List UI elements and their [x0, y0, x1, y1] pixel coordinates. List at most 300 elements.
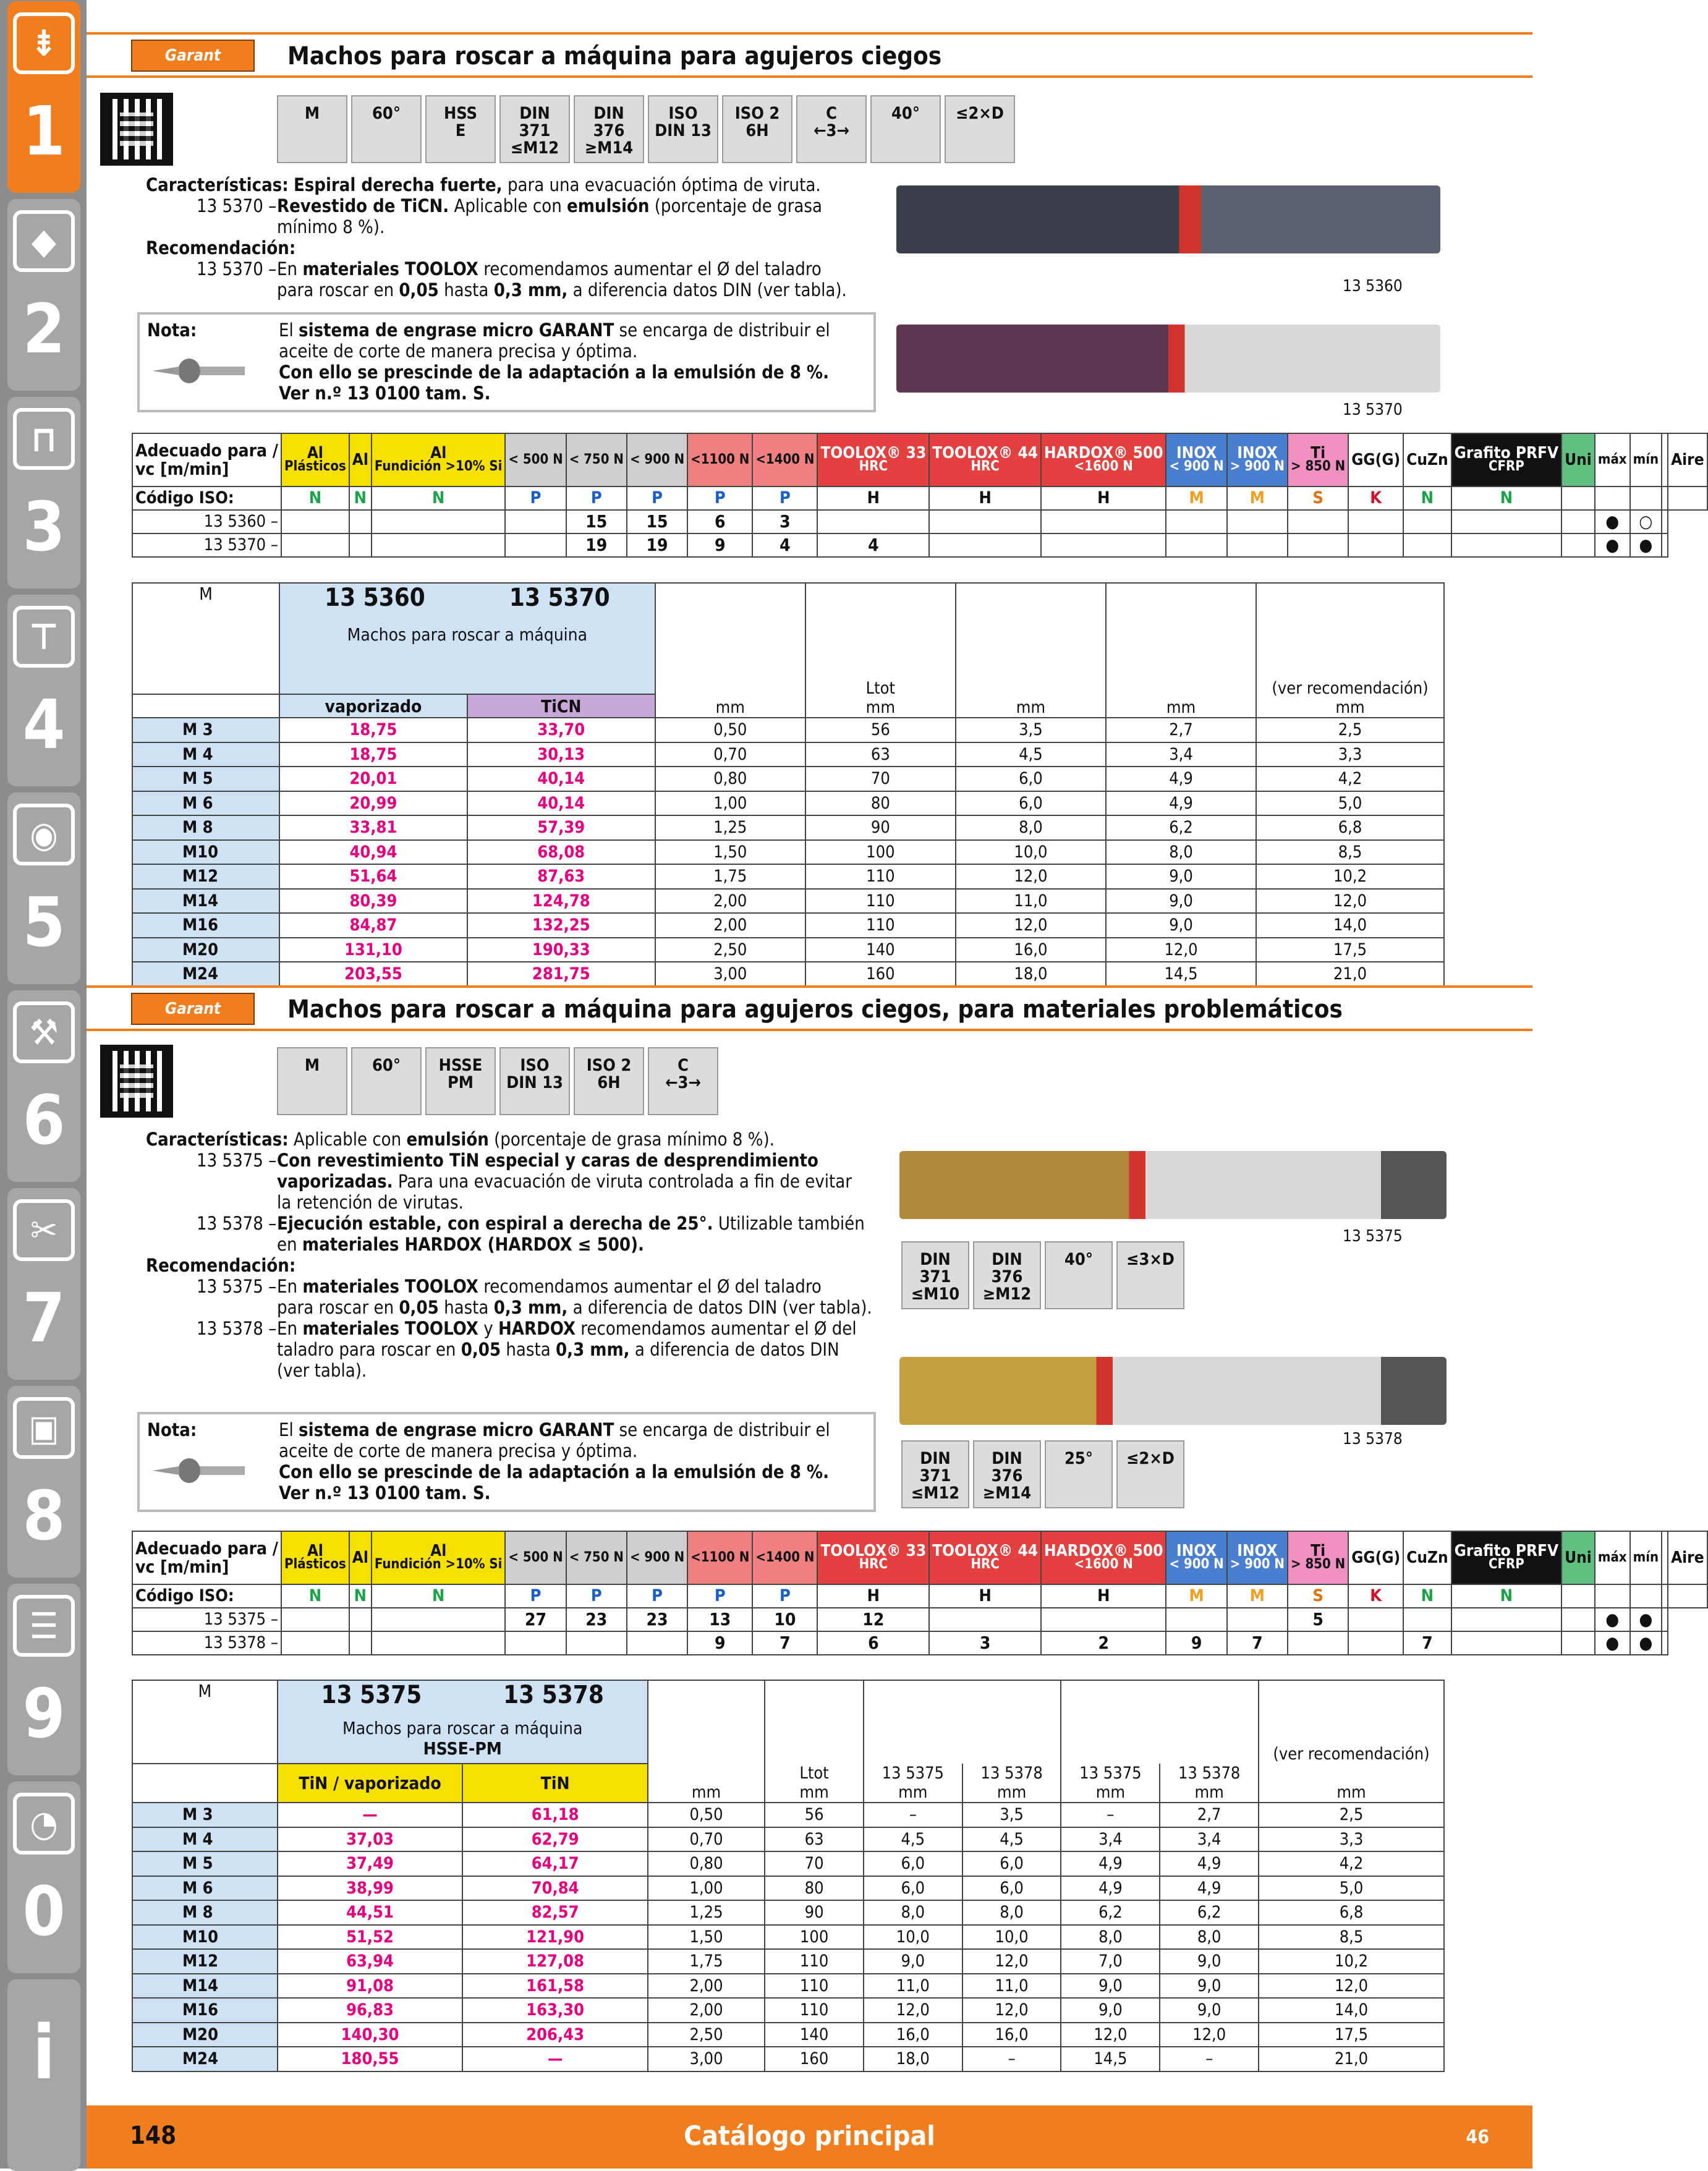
- table-cell: P: [566, 1584, 627, 1608]
- table-cell: 84,87: [279, 913, 467, 938]
- table-cell: 21,0: [1259, 2047, 1444, 2071]
- table-row: [132, 913, 1444, 938]
- table-cell: 20,99: [279, 791, 467, 816]
- table-cell: 6,2: [1061, 1900, 1160, 1925]
- table-cell: –: [1160, 2047, 1259, 2071]
- table-cell: 13 5378 mm: [1160, 1764, 1259, 1803]
- material-column-header: Ti > 850 N: [1288, 433, 1348, 486]
- table-cell: [1662, 510, 1668, 533]
- table-cell: [1451, 510, 1562, 533]
- table-cell: [1166, 533, 1226, 557]
- table-row: [132, 742, 1444, 767]
- iso-code-label: Código ISO:: [132, 486, 281, 510]
- table-row: [132, 791, 1444, 816]
- recommendation-text: En materiales TOOLOX recomendamos aumentar el Ø del taladro para roscar en 0,05 hasta 0,3 mm, a diferencia de datos DIN (ver tabla).: [277, 1276, 872, 1318]
- table-cell: 3,5: [956, 718, 1106, 742]
- table-cell: 96,83: [278, 1998, 463, 2023]
- table-cell: 6,0: [864, 1851, 962, 1876]
- characteristics-code-label: 13 5370 –: [197, 195, 277, 216]
- table-cell: 80: [805, 791, 956, 816]
- table-row: [132, 938, 1444, 962]
- table-cell: 12,0: [962, 1998, 1061, 2023]
- material-column-header: TOOLOX® 44 HRC: [929, 1531, 1041, 1584]
- table-row: [132, 1949, 1444, 1974]
- table-cell: 13 5370 –: [132, 533, 281, 557]
- catalog-title: Catálogo principal: [684, 2120, 935, 2152]
- table-cell: S: [1288, 1584, 1348, 1608]
- table-cell: [1668, 486, 1707, 510]
- table-cell: [1595, 486, 1630, 510]
- table-cell: Ltot mm: [765, 1680, 864, 1803]
- table-cell: [349, 1608, 372, 1631]
- table-cell: [1561, 486, 1595, 510]
- material-column-header: INOX > 900 N: [1227, 1531, 1288, 1584]
- table-cell: M 8: [132, 815, 279, 840]
- table-cell: K: [1348, 486, 1403, 510]
- table-cell: [1348, 510, 1403, 533]
- table-cell: 13 5378 –: [132, 1631, 281, 1655]
- table-cell: [1061, 1680, 1259, 1764]
- dimensions-table: [132, 1680, 1445, 2072]
- material-column-header: INOX < 900 N: [1166, 433, 1226, 486]
- table-cell: [929, 510, 1041, 533]
- table-cell: 8,0: [962, 1900, 1061, 1925]
- table-cell: 10,2: [1259, 1949, 1444, 1974]
- sidebar-tab-i[interactable]: [7, 1979, 80, 2171]
- table-cell: 23: [627, 1608, 687, 1631]
- table-cell: 281,75: [467, 962, 655, 987]
- table-row: [132, 718, 1444, 742]
- table-cell: M: [1227, 486, 1288, 510]
- table-cell: P: [752, 486, 817, 510]
- table-cell: 16,0: [956, 938, 1106, 962]
- table-cell: M24: [132, 2047, 278, 2071]
- table-cell: [132, 1764, 278, 1803]
- table-cell: M12: [132, 1949, 278, 1974]
- table-row: [132, 1925, 1444, 1950]
- table-cell: 9: [687, 533, 752, 557]
- table-cell: [1288, 1631, 1348, 1655]
- table-cell: 51,64: [279, 864, 467, 889]
- sidebar-tab-3[interactable]: [7, 397, 80, 588]
- table-cell: 131,10: [279, 938, 467, 962]
- table-cell: M 5: [132, 767, 279, 791]
- table-cell: 5,0: [1259, 1876, 1444, 1901]
- table-cell: 9,0: [1061, 1974, 1160, 1999]
- note-box: [137, 312, 876, 412]
- section-title: Machos para roscar a máquina para agujeros ciegos: [287, 42, 942, 70]
- table-cell: P: [627, 1584, 687, 1608]
- table-cell: 7,0: [1061, 1949, 1160, 1974]
- table-row: [132, 840, 1444, 865]
- table-cell: 100: [765, 1925, 864, 1950]
- table-cell: M 3: [132, 1803, 278, 1827]
- table-row: [132, 889, 1444, 914]
- table-cell: 1,25: [655, 815, 805, 840]
- table-cell: [372, 510, 506, 533]
- sidebar-tab-5[interactable]: [7, 792, 80, 984]
- table-cell: 3,4: [1160, 1827, 1259, 1852]
- sidebar-tab-0[interactable]: [7, 1782, 80, 1973]
- material-column-header: Uni: [1561, 1531, 1595, 1584]
- thread-label: M: [132, 583, 279, 694]
- table-cell: 18,75: [279, 742, 467, 767]
- table-cell: 9,0: [1106, 864, 1256, 889]
- table-cell: 8,0: [956, 815, 1106, 840]
- tool-code-label: 13 5378: [1343, 1430, 1403, 1448]
- note-label: Nota:: [147, 1419, 197, 1440]
- sidebar-tab-2[interactable]: [7, 199, 80, 391]
- lubrication-nozzle-icon: [152, 1453, 239, 1484]
- table-cell: 4,9: [1106, 767, 1256, 791]
- table-cell: 17,5: [1256, 938, 1444, 962]
- table-cell: 12,0: [1259, 1974, 1444, 1999]
- table-cell: 3,00: [648, 2047, 765, 2071]
- table-cell: 1,75: [655, 864, 805, 889]
- table-cell: 4,9: [1061, 1851, 1160, 1876]
- table-cell: [281, 533, 349, 557]
- recommendation-text: En materiales TOOLOX recomendamos aumentar el Ø del taladro para roscar en 0,05 hasta 0,3 mm, a diferencia datos DIN (ver tabla).: [277, 258, 847, 300]
- table-cell: M12: [132, 864, 279, 889]
- material-column-header: <1400 N: [752, 433, 817, 486]
- sidebar-tab-4[interactable]: [7, 595, 80, 786]
- table-cell: 4,9: [1160, 1851, 1259, 1876]
- table-cell: 11,0: [962, 1974, 1061, 1999]
- material-column-header: Al: [349, 1531, 372, 1584]
- material-row: [132, 533, 1707, 557]
- table-cell: 14,0: [1256, 913, 1444, 938]
- table-cell: M 4: [132, 1827, 278, 1852]
- property-symbol: ISO 2 6H: [722, 95, 792, 163]
- table-cell: 8,5: [1259, 1925, 1444, 1950]
- property-symbol: ISO DIN 13: [499, 1047, 570, 1115]
- table-cell: 4,5: [962, 1827, 1061, 1852]
- table-cell: 13: [687, 1608, 752, 1631]
- table-cell: 40,14: [467, 767, 655, 791]
- table-cell: [929, 1608, 1041, 1631]
- table-cell: [1403, 533, 1451, 557]
- pliers-icon: ✂: [13, 1199, 75, 1261]
- table-cell: 9,0: [1061, 1998, 1160, 2023]
- table-cell: (ver recomendación) mm: [1256, 583, 1444, 718]
- table-cell: 6,2: [1160, 1900, 1259, 1925]
- table-cell: 5: [1288, 1608, 1348, 1631]
- table-cell: [505, 510, 566, 533]
- recommendation-text: En materiales TOOLOX y HARDOX recomendamos aumentar el Ø del taladro para roscar en 0,05 hasta 0,3 mm, a diferencia de datos DIN (ver tabla).: [277, 1318, 857, 1381]
- table-cell: ●: [1595, 1631, 1630, 1655]
- table-cell: [1403, 510, 1451, 533]
- table-cell: K: [1348, 1584, 1403, 1608]
- qr-code[interactable]: [100, 93, 173, 166]
- table-cell: 4: [752, 533, 817, 557]
- table-row: [132, 767, 1444, 791]
- property-symbol: ≤2×D: [945, 95, 1015, 163]
- table-cell: 4,5: [956, 742, 1106, 767]
- table-cell: 1,25: [648, 1900, 765, 1925]
- material-column-header: Al Fundición >10% Si: [372, 1531, 506, 1584]
- table-cell: 63: [765, 1827, 864, 1852]
- table-cell: ●: [1630, 1631, 1662, 1655]
- table-cell: 110: [765, 1974, 864, 1999]
- table-cell: 0,70: [655, 742, 805, 767]
- table-cell: 3,4: [1061, 1827, 1160, 1852]
- table-cell: 4,9: [1160, 1876, 1259, 1901]
- table-cell: 37,03: [278, 1827, 463, 1852]
- table-cell: 56: [765, 1803, 864, 1827]
- product-header: 13 5375 13 5378 Machos para roscar a máquina HSSE-PM: [278, 1680, 648, 1764]
- table-row: [132, 1851, 1444, 1876]
- table-cell: 12,0: [962, 1949, 1061, 1974]
- table-cell: 16,0: [962, 2023, 1061, 2047]
- table-cell: 9: [1166, 1631, 1226, 1655]
- table-cell: [1451, 1631, 1562, 1655]
- table-row: [132, 1876, 1444, 1901]
- table-cell: [1041, 533, 1166, 557]
- table-row: [132, 2047, 1444, 2071]
- table-cell: 6,0: [956, 767, 1106, 791]
- material-column-header: TOOLOX® 44 HRC: [929, 433, 1041, 486]
- characteristics-text: Con revestimiento TiN especial y caras de desprendimiento vaporizadas. Para una evacuación de viruta controlada a fin de evitar la retención de virutas.: [277, 1150, 852, 1213]
- sidebar-tab-8[interactable]: [7, 1386, 80, 1578]
- material-column-header: INOX > 900 N: [1227, 433, 1288, 486]
- property-symbol: ≤2×D: [1116, 1440, 1184, 1508]
- table-cell: 7: [752, 1631, 817, 1655]
- table-cell: 4,2: [1256, 767, 1444, 791]
- table-cell: 57,39: [467, 815, 655, 840]
- cabinet-icon: ☰: [13, 1595, 75, 1657]
- material-column-header: Uni: [1561, 433, 1595, 486]
- table-cell: M 3: [132, 718, 279, 742]
- table-cell: 10,2: [1256, 864, 1444, 889]
- sidebar-tab-number: 4: [22, 685, 66, 764]
- table-cell: N: [281, 1584, 349, 1608]
- table-cell: 62,79: [462, 1827, 647, 1852]
- table-cell: 124,78: [467, 889, 655, 914]
- material-column-header: Al: [349, 433, 372, 486]
- property-symbol: M: [277, 1047, 347, 1115]
- table-cell: 23: [566, 1608, 627, 1631]
- table-cell: 14,5: [1061, 2047, 1160, 2071]
- table-cell: [929, 533, 1041, 557]
- table-cell: [1561, 533, 1595, 557]
- table-cell: –: [864, 1803, 962, 1827]
- table-cell: 2,5: [1256, 718, 1444, 742]
- sidebar: [0, 0, 87, 2169]
- table-cell: 12,0: [1106, 938, 1256, 962]
- material-column-header: Ti > 850 N: [1288, 1531, 1348, 1584]
- dimensions-table: [132, 582, 1445, 987]
- table-cell: 2: [1041, 1631, 1166, 1655]
- table-cell: M 5: [132, 1851, 278, 1876]
- material-column-header: Al Fundición >10% Si: [372, 433, 506, 486]
- table-cell: 13 5375 mm: [1061, 1764, 1160, 1803]
- table-cell: 110: [805, 889, 956, 914]
- table-cell: 1,75: [648, 1949, 765, 1974]
- table-cell: —: [462, 2047, 647, 2071]
- table-cell: 6,0: [956, 791, 1106, 816]
- table-cell: 90: [805, 815, 956, 840]
- table-cell: ●: [1595, 1608, 1630, 1631]
- sidebar-tab-number: 6: [22, 1081, 66, 1160]
- table-cell: 87,63: [467, 864, 655, 889]
- table-cell: 2,7: [1106, 718, 1256, 742]
- table-cell: 19: [627, 533, 687, 557]
- property-symbol: 60°: [351, 95, 422, 163]
- property-symbol: HSSE PM: [425, 1047, 496, 1115]
- table-cell: S: [1288, 486, 1348, 510]
- table-cell: 8,0: [1061, 1925, 1160, 1950]
- property-symbol: DIN 376 ≥M14: [973, 1440, 1041, 1508]
- table-cell: 7: [1227, 1631, 1288, 1655]
- property-symbol: 25°: [1045, 1440, 1113, 1508]
- property-symbol: ISO 2 6H: [574, 1047, 644, 1115]
- table-cell: 110: [805, 864, 956, 889]
- table-cell: 17,5: [1259, 2023, 1444, 2047]
- material-column-header: < 500 N: [505, 1531, 566, 1584]
- table-cell: 70: [805, 767, 956, 791]
- table-cell: (ver recomendación) mm: [1259, 1680, 1444, 1803]
- garant-logo: Garant: [131, 993, 255, 1025]
- table-cell: [1451, 533, 1562, 557]
- table-cell: 64,17: [462, 1851, 647, 1876]
- table-cell: 8,0: [864, 1900, 962, 1925]
- section-header: [87, 985, 1532, 1031]
- sidebar-tab-7[interactable]: [7, 1188, 80, 1380]
- table-cell: [1662, 486, 1668, 510]
- table-cell: TiN / vaporizado: [278, 1764, 463, 1803]
- table-cell: [1451, 1608, 1562, 1631]
- table-cell: 4,9: [1106, 791, 1256, 816]
- table-cell: M 6: [132, 791, 279, 816]
- table-cell: 8,0: [1106, 840, 1256, 865]
- table-cell: 4: [817, 533, 929, 557]
- table-cell: 11,0: [956, 889, 1106, 914]
- table-cell: 161,58: [462, 1974, 647, 1999]
- material-column-header: < 750 N: [566, 433, 627, 486]
- table-cell: N: [1451, 1584, 1562, 1608]
- table-cell: 4,9: [1061, 1876, 1160, 1901]
- table-cell: 63: [805, 742, 956, 767]
- suitability-label: Adecuado para / vc [m/min]: [132, 433, 281, 486]
- table-row: [132, 1900, 1444, 1925]
- table-cell: 11,0: [864, 1974, 962, 1999]
- table-cell: –: [1061, 1803, 1160, 1827]
- table-cell: 12,0: [1256, 889, 1444, 914]
- table-cell: 12: [817, 1608, 929, 1631]
- table-cell: M16: [132, 913, 279, 938]
- table-cell: 14,0: [1259, 1998, 1444, 2023]
- table-cell: 110: [765, 1998, 864, 2023]
- note-text: El sistema de engrase micro GARANT se encarga de distribuir el aceite de corte de manera precisa y óptima. Con ello se prescinde de la adaptación a la emulsión de 8 %. Ver n.º 13 0100 tam. S.: [279, 320, 830, 404]
- table-cell: M: [1227, 1584, 1288, 1608]
- table-cell: 8,5: [1256, 840, 1444, 865]
- material-column-header: Grafito PRFV CFRP: [1451, 1531, 1562, 1584]
- table-cell: 2,00: [655, 889, 805, 914]
- sidebar-tab-6[interactable]: [7, 990, 80, 1182]
- thread-label: M: [132, 1680, 278, 1764]
- table-cell: 21,0: [1256, 962, 1444, 987]
- characteristics-text: Revestido de TiCN. Aplicable con emulsión (porcentaje de grasa mínimo 8 %).: [277, 195, 822, 237]
- property-symbol: 60°: [351, 1047, 422, 1115]
- sidebar-tab-1[interactable]: [7, 1, 80, 193]
- table-cell: mm: [648, 1680, 765, 1803]
- property-symbol: DIN 376 ≥M14: [574, 95, 644, 163]
- table-cell: M14: [132, 1974, 278, 1999]
- property-symbol: ISO DIN 13: [648, 95, 718, 163]
- lubrication-nozzle-icon: [152, 353, 239, 384]
- page-number: 148: [130, 2122, 177, 2150]
- table-cell: [349, 1631, 372, 1655]
- table-cell: 12,0: [956, 913, 1106, 938]
- table-cell: P: [627, 486, 687, 510]
- section-title: Machos para roscar a máquina para agujeros ciegos, para materiales problemáticos: [287, 995, 1343, 1024]
- table-cell: 80,39: [279, 889, 467, 914]
- table-cell: [505, 1631, 566, 1655]
- table-cell: 18,0: [956, 962, 1106, 987]
- table-cell: 6,0: [962, 1851, 1061, 1876]
- table-cell: 15: [627, 510, 687, 533]
- table-cell: 3,5: [962, 1803, 1061, 1827]
- table-cell: mm: [1106, 583, 1256, 718]
- table-row: [132, 1974, 1444, 1999]
- table-row: [132, 1803, 1444, 1827]
- table-cell: 4,5: [864, 1827, 962, 1852]
- qr-code[interactable]: [100, 1045, 173, 1118]
- property-symbol: DIN 376 ≥M12: [973, 1241, 1041, 1309]
- table-cell: H: [1041, 1584, 1166, 1608]
- material-column-header: <1100 N: [687, 433, 752, 486]
- table-cell: 132,25: [467, 913, 655, 938]
- table-cell: [1041, 510, 1166, 533]
- table-cell: 121,90: [462, 1925, 647, 1950]
- table-cell: [132, 694, 279, 718]
- table-cell: 80: [765, 1876, 864, 1901]
- table-cell: 9,0: [1106, 889, 1256, 914]
- table-cell: 61,18: [462, 1803, 647, 1827]
- table-cell: 110: [805, 913, 956, 938]
- table-cell: 0,70: [648, 1827, 765, 1852]
- table-cell: 10,0: [962, 1925, 1061, 1950]
- material-column-header: < 900 N: [627, 1531, 687, 1584]
- table-cell: [566, 1631, 627, 1655]
- table-cell: [1348, 1631, 1403, 1655]
- table-cell: –: [962, 2047, 1061, 2071]
- characteristics-code-label: 13 5375 –: [197, 1150, 277, 1171]
- table-cell: 44,51: [278, 1900, 463, 1925]
- table-cell: 110: [765, 1949, 864, 1974]
- property-symbol: DIN 371 ≤M10: [901, 1241, 969, 1309]
- table-cell: 6,0: [864, 1876, 962, 1901]
- material-column-header: < 900 N: [627, 433, 687, 486]
- table-cell: 20,01: [279, 767, 467, 791]
- table-cell: 9,0: [1106, 913, 1256, 938]
- tap-image-135370: [896, 325, 1440, 393]
- table-cell: 7: [1403, 1631, 1451, 1655]
- material-column-header: GG(G): [1348, 433, 1403, 486]
- table-cell: 13 5375 –: [132, 1608, 281, 1631]
- sidebar-tab-9[interactable]: [7, 1584, 80, 1775]
- property-symbol: DIN 371 ≤M12: [901, 1440, 969, 1508]
- table-cell: 33,81: [279, 815, 467, 840]
- table-cell: 10,0: [956, 840, 1106, 865]
- table-cell: P: [752, 1584, 817, 1608]
- material-column-header: <1400 N: [752, 1531, 817, 1584]
- table-cell: N: [349, 486, 372, 510]
- sidebar-tab-number: i: [32, 2010, 56, 2096]
- table-cell: N: [1451, 486, 1562, 510]
- table-cell: [817, 510, 929, 533]
- recommendation-label: Recomendación:: [146, 1255, 296, 1276]
